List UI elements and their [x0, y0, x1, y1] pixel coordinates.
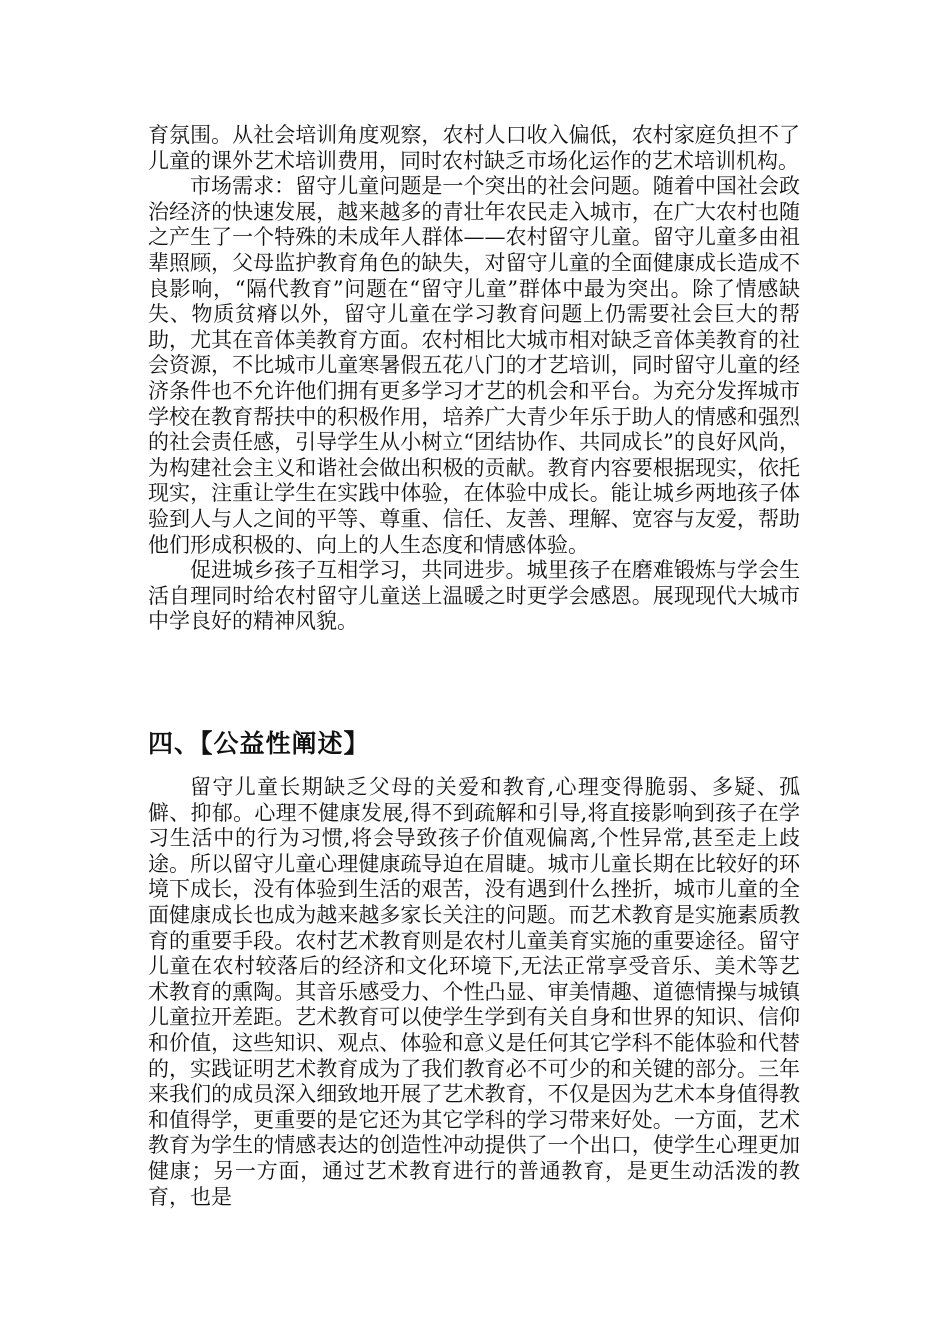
paragraph-public-welfare: 留守儿童长期缺乏父母的关爱和教育,心理变得脆弱、多疑、孤僻、抑郁。心理不健康发展,得不到疏解和引导,将直接影响到孩子在学习生活中的行为习惯,将会导致孩子价值观偏离,个性异常,甚至走上歧途。所以留守儿童心理健康疏导迫在眉睫。城市儿童长期在比较好的环境下成长，没有体验到生活的艰苦，没有遇到什么挫折，城市儿童的全面健康成长也成为越来越多家长关注的问题。而艺术教育是实施素质教育的重要手段。农村艺术教育则是农村儿童美育实施的重要途径。留守儿童在农村较落后的经济和文化环境下,无法正常享受音乐、美术等艺术教育的熏陶。其音乐感受力、个性凸显、审美情趣、道德情操与城镇儿童拉开差距。艺术教育可以使学生学到有关自身和世界的知识、信仰和价值，这些知识、观点、体验和意义是任何其它学科不能体验和代替的，实践证明艺术教育成为了我们教育必不可少的和关键的部分。三年来我们的成员深入细致地开展了艺术教育，不仅是因为艺术本身值得教和值得学，更重要的是它还为其它学科的学习带来好处。一方面，艺术教育为学生的情感表达的创造性冲动提供了一个出口，使学生心理更加健康；另一方面，通过艺术教育进行的普通教育，是更生动活泼的教育，也是: [148, 775, 800, 1209]
section-4-body: [148, 775, 800, 1210]
section-3-body: [148, 123, 800, 635]
paragraph-mutual-learning: 促进城乡孩子互相学习，共同进步。城里孩子在磨难锻炼与学会生活自理同时给农村留守儿童送上温暖之时更学会感恩。展现现代大城市中学良好的精神风貌。: [148, 558, 800, 634]
paragraph-continued: 育氛围。从社会培训角度观察，农村人口收入偏低，农村家庭负担不了儿童的课外艺术培训费用，同时农村缺乏市场化运作的艺术培训机构。: [148, 123, 800, 173]
section-4-heading: 四、【公益性阐述】: [148, 729, 370, 758]
paragraph-market-demand: 市场需求：留守儿童问题是一个突出的社会问题。随着中国社会政治经济的快速发展，越来越多的青壮年农民走入城市，在广大农村也随之产生了一个特殊的未成年人群体——农村留守儿童。留守儿童多由祖辈照顾，父母监护教育角色的缺失，对留守儿童的全面健康成长造成不良影响，“隔代教育”问题在“留守儿童”群体中最为突出。除了情感缺失、物质贫瘠以外，留守儿童在学习教育问题上仍需要社会巨大的帮助，尤其在音体美教育方面。农村相比大城市相对缺乏音体美教育的社会资源，不比城市儿童寒暑假五花八门的才艺培训，同时留守儿童的经济条件也不允许他们拥有更多学习才艺的机会和平台。为充分发挥城市学校在教育帮扶中的积极作用，培养广大青少年乐于助人的情感和强烈的社会责任感，引导学生从小树立“团结协作、共同成长”的良好风尚，为构建社会主义和谐社会做出积极的贡献。教育内容要根据现实，依托现实，注重让学生在实践中体验，在体验中成长。能让城乡两地孩子体验到人与人之间的平等、尊重、信任、友善、理解、宽容与友爱，帮助他们形成积极的、向上的人生态度和情感体验。: [148, 174, 800, 557]
